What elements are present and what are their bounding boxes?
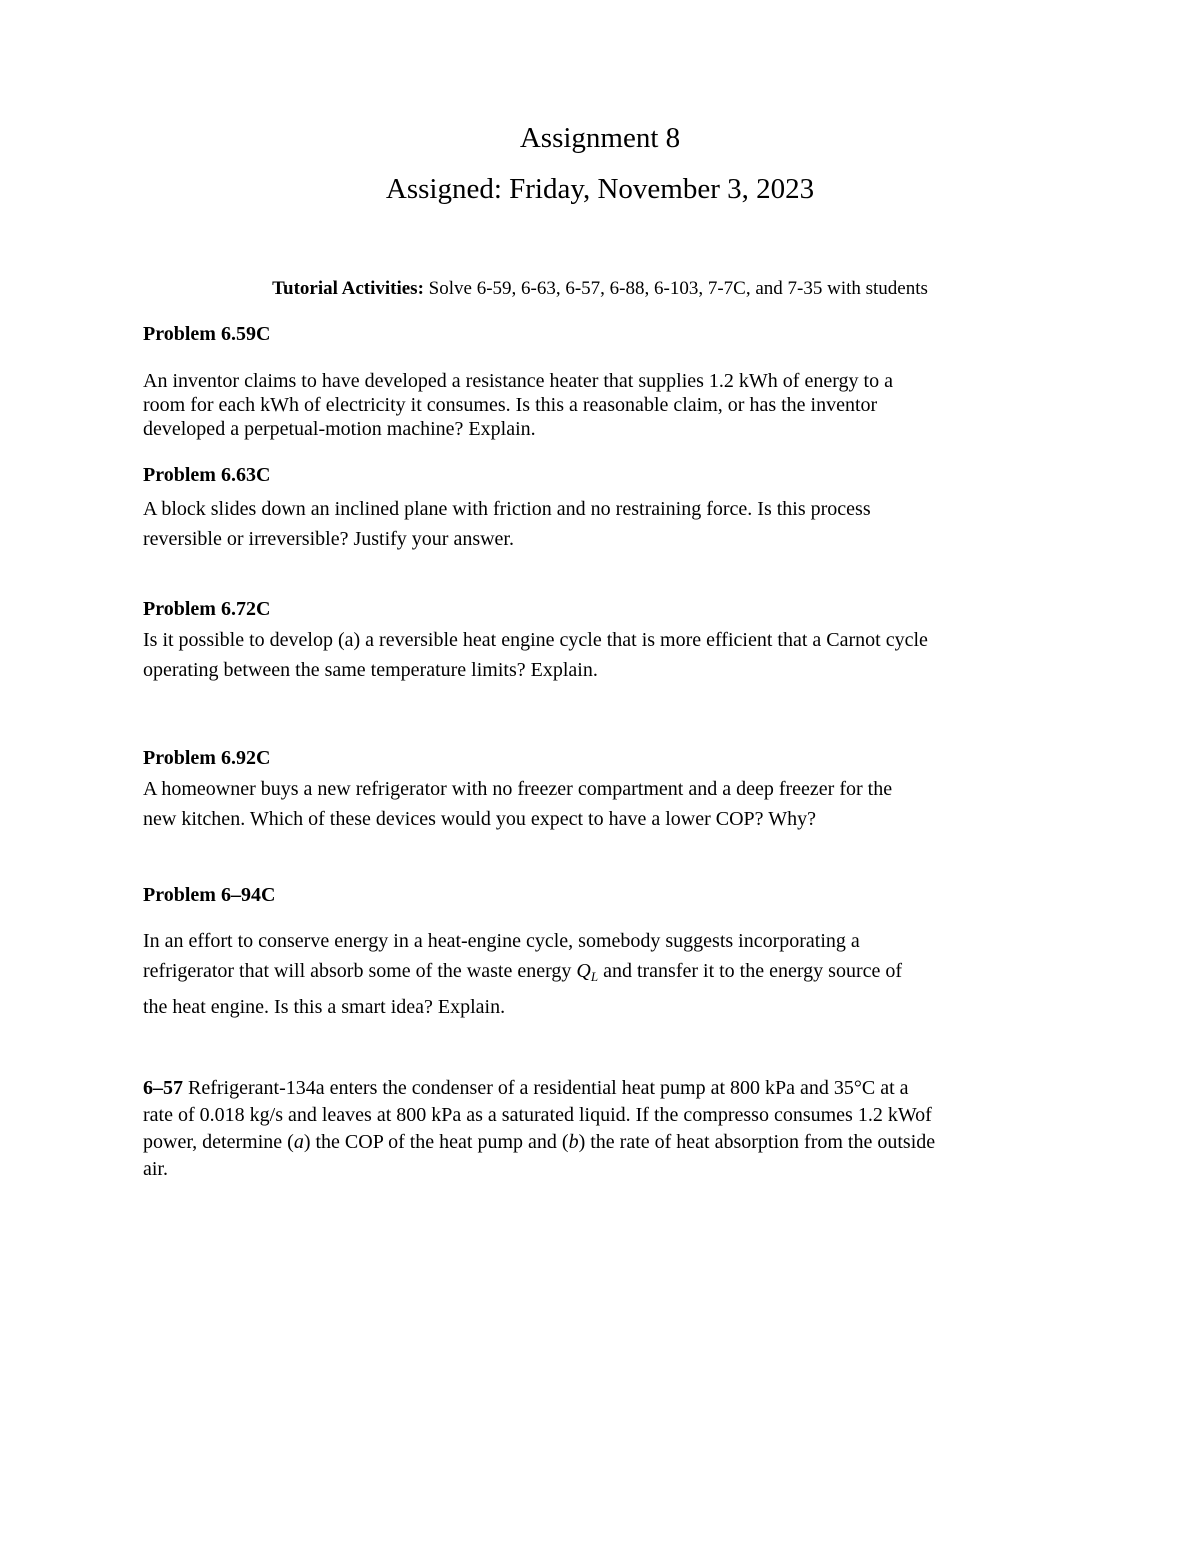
problem-text-6-94c xyxy=(143,926,1073,1022)
problem-line: An inventor claims to have developed a resistance heater that supplies 1.2 kWh of energy to a xyxy=(143,370,893,392)
problem-line-segment: ) the COP of the heat pump and ( xyxy=(303,1131,569,1153)
problem-line: reversible or irreversible? Justify your answer. xyxy=(143,528,514,550)
problem-heading-6-94c: Problem 6–94C xyxy=(143,884,276,906)
problem-line-segment: power, determine ( xyxy=(143,1131,294,1153)
problem-text-6-63c xyxy=(143,494,1073,554)
problem-line: new kitchen. Which of these devices would you expect to have a lower COP? Why? xyxy=(143,808,816,830)
problem-line xyxy=(143,1129,1073,1156)
problem-line xyxy=(143,956,1073,992)
problem-line: operating between the same temperature limits? Explain. xyxy=(143,659,598,681)
part-label-a: a xyxy=(293,1131,304,1153)
problem-line: rate of 0.018 kg/s and leaves at 800 kPa as a saturated liquid. If the compresso consumes 1.2 kWof xyxy=(143,1104,932,1126)
problem-line: room for each kWh of electricity it consumes. Is this a reasonable claim, or has the inventor xyxy=(143,394,878,416)
problem-line: developed a perpetual-motion machine? Explain. xyxy=(143,418,536,440)
problem-text-6-92c xyxy=(143,774,1073,834)
tutorial-text: Solve 6-59, 6-63, 6-57, 6-88, 6-103, 7-7C, and 7-35 with students xyxy=(423,278,928,299)
tutorial-label: Tutorial Activities: xyxy=(272,278,424,299)
problem-heading-6-59c: Problem 6.59C xyxy=(143,323,271,345)
problem-line: In an effort to conserve energy in a heat-engine cycle, somebody suggests incorporating a xyxy=(143,930,860,952)
problem-line: A homeowner buys a new refrigerator with no freezer compartment and a deep freezer for the xyxy=(143,778,893,800)
assigned-date: Assigned: Friday, November 3, 2023 xyxy=(385,173,815,205)
problem-heading-6-92c: Problem 6.92C xyxy=(143,747,271,769)
page-title: Assignment 8 xyxy=(519,122,681,154)
problem-line-segment: refrigerator that will absorb some of the waste energy xyxy=(143,960,577,982)
problem-number-6-57: 6–57 xyxy=(143,1077,183,1099)
problem-line-segment: ) the rate of heat absorption from the outside xyxy=(578,1131,936,1153)
heat-symbol-q: Q xyxy=(576,960,591,982)
problem-heading-6-63c: Problem 6.63C xyxy=(143,464,271,486)
heat-subscript-l: L xyxy=(590,969,599,984)
part-label-b: b xyxy=(568,1131,579,1153)
problem-line xyxy=(143,1075,1073,1102)
problem-heading-6-72c: Problem 6.72C xyxy=(143,598,271,620)
problem-line-segment: and transfer it to the energy source of xyxy=(598,960,903,982)
problem-text-6-57 xyxy=(143,1075,1073,1183)
problem-line: air. xyxy=(143,1158,168,1180)
tutorial-activities xyxy=(0,277,1200,301)
problem-line: the heat engine. Is this a smart idea? Explain. xyxy=(143,996,506,1018)
problem-text-6-72c xyxy=(143,625,1073,685)
problem-line: Is it possible to develop (a) a reversible heat engine cycle that is more efficient that a Carnot cycle xyxy=(143,629,928,651)
problem-text-6-59c xyxy=(143,369,1073,441)
problem-line: A block slides down an inclined plane with friction and no restraining force. Is this process xyxy=(143,498,871,520)
problem-line-segment: Refrigerant-134a enters the condenser of a residential heat pump at 800 kPa and 35°C at a xyxy=(183,1077,909,1099)
